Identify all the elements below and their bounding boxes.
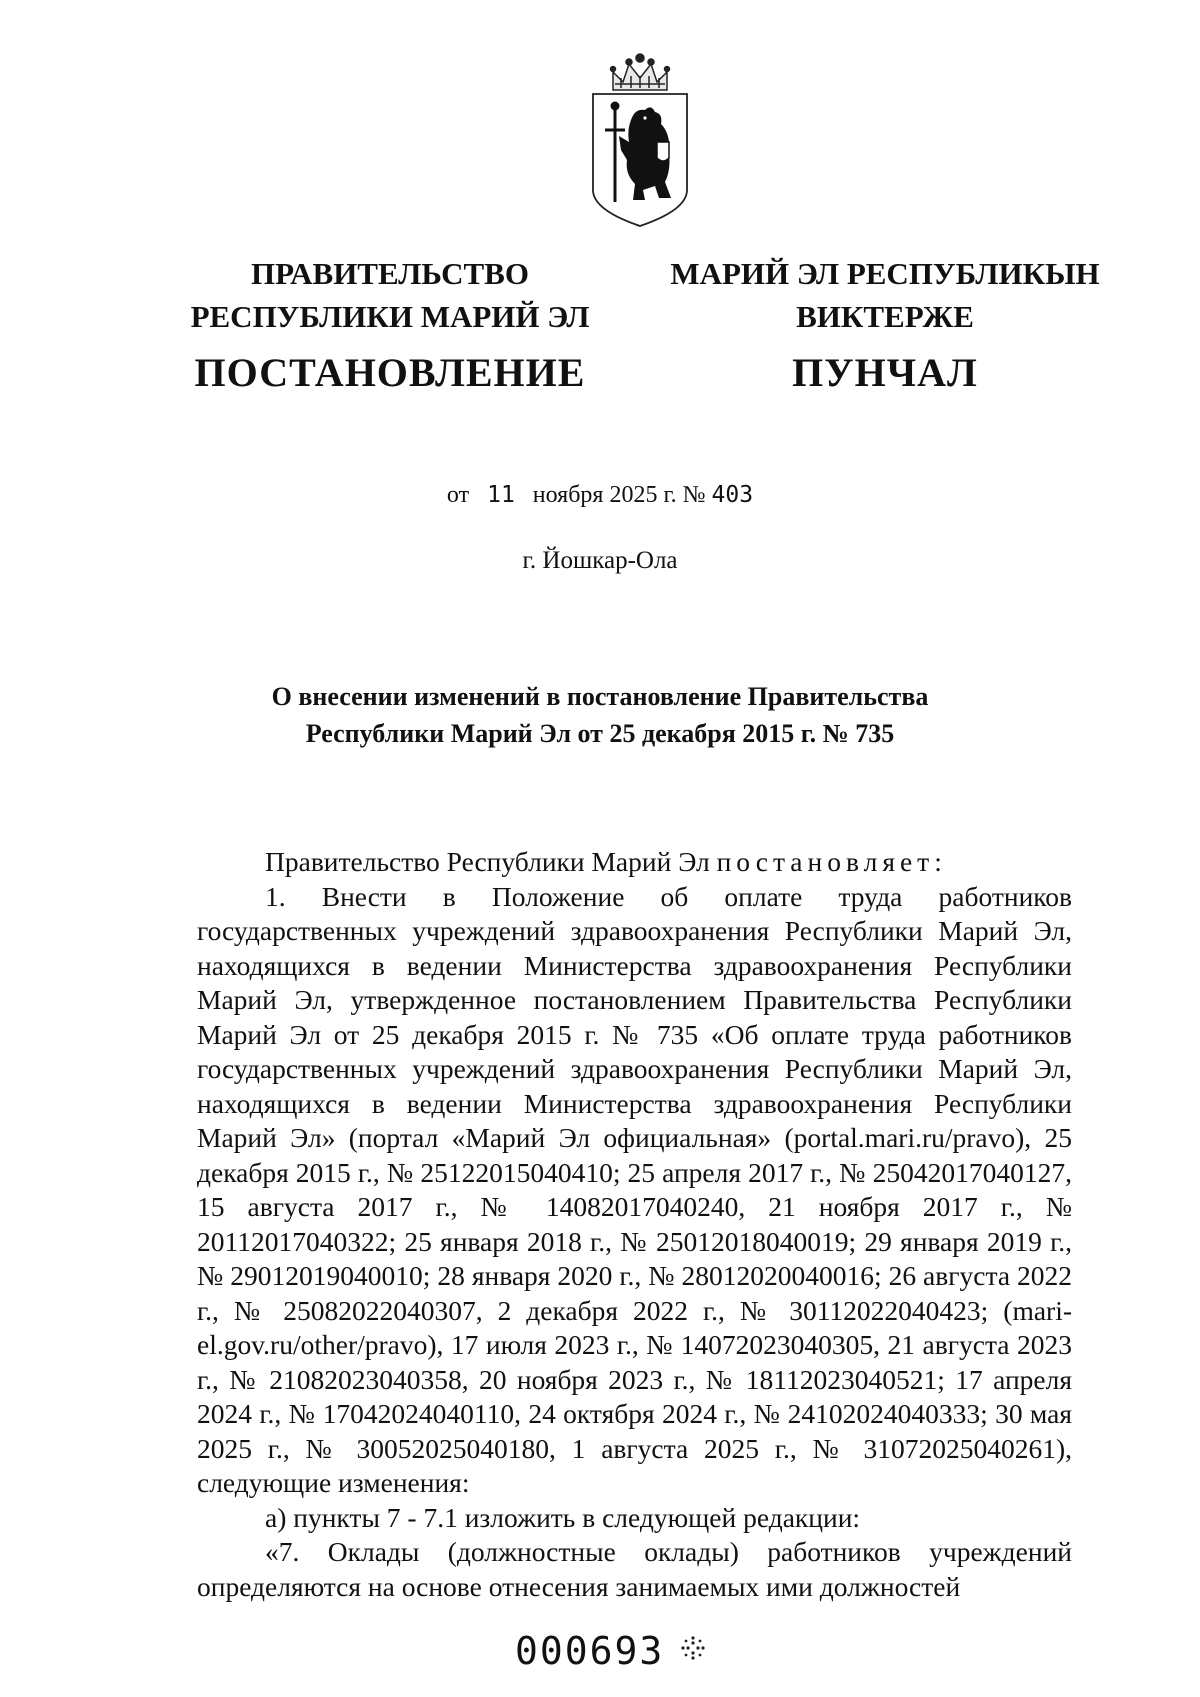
org-name-mari-line2: ВИКТЕРЖЕ bbox=[796, 299, 974, 334]
date-day: 11 bbox=[487, 482, 515, 508]
paragraph-2: а) пункты 7 - 7.1 изложить в следующей редакции: bbox=[265, 1501, 861, 1533]
date-prefix: от bbox=[446, 482, 470, 508]
paragraph-3: «7. Оклады (должностные оклады) работников учреждений определяются на основе отнесения занимаемых ими должностей bbox=[197, 1536, 1072, 1602]
dotted-asterisk-icon bbox=[680, 1635, 706, 1661]
paragraph-1: 1. Внести в Положение об оплате труда работников государственных учреждений здравоохранения Республики Марий Эл, находящихся в ведении Министерства здравоохранения Республики Марий Эл, утвержденное постановлением Правительства Республики Марий Эл от 25 декабря 2015 г. № 735 «Об оплате труда работников государственных учреждений здравоохранения Республики Марий Эл, находящихся в ведении Министерства здравоохранения Республики Марий Эл» (портал «Марий Эл официальная» (portal.mari.ru/pravo), 25 декабря 2015 г., № 25122015040410; 25 апреля 2017 г., № 25042017040127, 15 августа 2017 г., № 14082017040240, 21 ноября 2017 г., № 20112017040322; 25 января 2018 г., № 25012018040019; 29 января 2019 г., № 29012019040010; 28 января 2020 г., № 28012020040016; 26 августа 2022 г., № 25082022040307, 2 декабря 2022 г., № 30112022040423; (mari-el.gov.ru/other/pravo), 17 июля 2023 г., № 14072023040305, 21 августа 2023 г., № 21082023040358, 20 ноября 2023 г., № 18112023040521; 17 апреля 2024 г., № 17042024040110, 24 октября 2024 г., № 24102024040333; 30 мая 2025 г., № 30052025040180, 1 августа 2025 г., № 31072025040261), следующие изменения: bbox=[197, 880, 1072, 1498]
serial-number: 000693 bbox=[515, 1629, 665, 1673]
document-body bbox=[197, 845, 1072, 1604]
coat-of-arms-icon bbox=[585, 50, 695, 230]
document-title bbox=[0, 678, 1200, 752]
intro-text: Правительство Республики Марий Эл bbox=[265, 846, 717, 877]
title-line1: О внесении изменений в постановление Правительства bbox=[271, 682, 929, 711]
intro-verb: постановляет: bbox=[716, 846, 947, 877]
date-line bbox=[0, 482, 1200, 509]
header-right bbox=[655, 252, 1115, 400]
header-left bbox=[190, 252, 590, 400]
document-number: 403 bbox=[711, 482, 754, 508]
org-name-ru-line2: РЕСПУБЛИКИ МАРИЙ ЭЛ bbox=[190, 299, 590, 334]
act-type-mari: ПУНЧАЛ bbox=[792, 350, 978, 395]
intro-paragraph bbox=[197, 845, 1072, 880]
org-name-ru-line1: ПРАВИТЕЛЬСТВО bbox=[251, 256, 529, 291]
org-name-mari-line1: МАРИЙ ЭЛ РЕСПУБЛИКЫН bbox=[670, 256, 1100, 291]
city: г. Йошкар-Ола bbox=[522, 547, 678, 574]
date-month-year: ноября 2025 г. № bbox=[532, 482, 706, 508]
title-line2: Республики Марий Эл от 25 декабря 2015 г. № 735 bbox=[305, 719, 895, 748]
act-type-ru: ПОСТАНОВЛЕНИЕ bbox=[194, 350, 586, 395]
